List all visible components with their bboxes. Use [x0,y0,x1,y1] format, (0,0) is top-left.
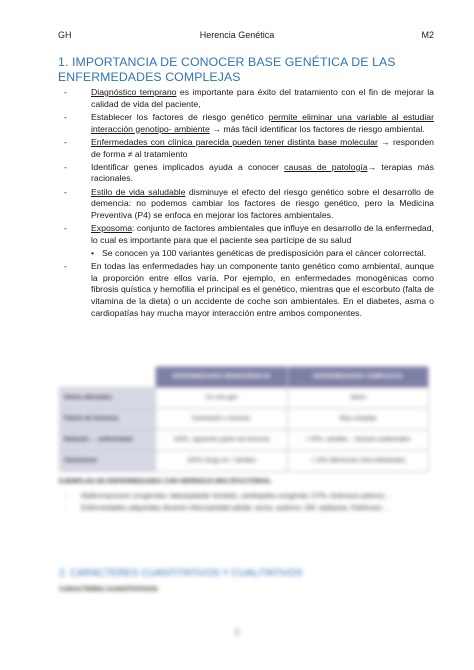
dash-marker: - [64,186,67,197]
list-item [64,112,434,135]
item-text: → terapias más racionales. [91,161,434,184]
table-cell: Dominante o recesivo [155,409,287,430]
table-row-header: Patrón de herencia [60,409,156,430]
table-cell: 100%, siguiendo patrón de herencia [155,430,287,451]
table-cell: 100% riesgo en + familias [155,451,287,472]
dash-marker: - [64,260,67,271]
item-text: En todas las enfermedades hay un componente tanto genético como ambiental, aunque la proporción entre ellos varía. Por ejemplo, en enfermedades monogénicas como fibrosis quística y hemofilia el principal es el genético, mientras que el escorbuto (falta de vitamina de la dieta) o un accidente de coche son ambientales. En el diabetes, asma o cardiopatías hay mucha mayor interacción entre ambos componentes. [91,260,434,318]
header-left: GH [58,30,72,40]
dash-marker: - [64,161,67,172]
dash-marker: - [64,223,67,234]
dash-marker: - [64,111,67,122]
table-cell: Muy complejo [288,409,429,430]
bullet-list [64,87,434,321]
table-row [60,451,429,472]
list-item: - Enfermedades adquiridas durante infancia/edad adulta: asma, autismo, DM, epilepsia, Parkinson… [65,504,430,514]
emphasis-text: permite eliminar una variable al estudiar interacción genotipo- ambiente [91,111,434,134]
list-item [64,137,434,160]
item-text: Se conocen ya 100 variantes genéticas de predisposición para el cáncer colorrectal. [102,248,427,259]
table-header-row [60,367,429,388]
table-row [60,430,429,451]
item-text: → responden de forma ≠ al tratamiento [91,136,434,159]
bullet-marker: • [91,248,95,259]
comparison-table-blurred [59,366,429,472]
table-header-cell: ENFERMEDADES COMPLEJAS [288,367,429,388]
table-row [60,388,429,409]
table-row [60,409,429,430]
emphasis-text: Estilo de vida saludable [91,186,186,197]
list-item [64,187,434,222]
sub-list-item [64,248,434,260]
header-title: Herencia Genética [199,30,275,40]
list-item [64,261,434,320]
section-title: 1. IMPORTANCIA DE CONOCER BASE GENÉTICA DE LAS ENFERMEDADES COMPLEJAS [58,55,396,84]
table-header-cell: ENFERMEDADES MONOGÉNICAS [155,367,287,388]
table-row-header: Variaciones [60,451,156,472]
list-item [64,223,434,246]
item-text: disminuye el efecto del riesgo genético sobre el desarrollo de demencia: no podemos cambiar los factores de riesgo genético, pero la Medicina Preventiva (P4) se enfoca en mejorar los factores ambientales. [91,186,434,221]
dash-marker: - [64,136,67,147]
table-cell: < 50%, variable; ↑ factores ambientales [288,430,429,451]
emphasis-text: causas de patología [284,161,368,172]
blurred-list [65,492,430,516]
item-text: Establecer los factores de riesgo genético [91,111,269,122]
blurred-subtitle: CARACTERES CUANTITATIVOS [59,586,158,593]
table-cell: Varios [288,388,429,409]
emphasis-text: Enfermedades con clínica parecida pueden tener distinta base molecular [91,136,378,147]
blurred-section-title: 2. CARACTERES CUANTITATIVOS Y CUALITATIVOS [59,568,303,579]
table-row-header: Genes afectados [60,388,156,409]
dash-marker: - [64,87,67,97]
item-text: : conjunto de factores ambientales que influye en desarrollo de la enfermedad, lo cual es importante para que el paciente sea partícipe de su salud [91,223,434,245]
list-item [64,162,434,185]
page-number: 2 [234,628,240,637]
table-cell: < 10% diferencias intra-individuales [288,451,429,472]
emphasis-text: Diagnóstico temprano [91,87,177,97]
item-text: es importante para éxito del tratamiento con el fin de mejorar la calidad de vida del paciente, [91,87,434,109]
list-item [64,87,434,110]
list-item: - Malformaciones congénitas: labio/paladar hendido, cardiopatía congénita, DTN, estenosis pilórica… [65,492,430,502]
header-right: M2 [421,30,434,40]
item-text: → más fácil identificar los factores de riesgo ambiental. [209,123,425,134]
table-cell: Un solo gen [155,388,287,409]
emphasis-text: Exposoma [91,223,133,234]
item-text: Identificar genes implicados ayuda a conocer [91,161,285,172]
table-row-header: Relación ↔ enfermedad [60,430,156,451]
blurred-heading: EJEMPLOS DE ENFERMEDADES CON HERENCIA MULTIFACTORIAL [59,478,272,485]
